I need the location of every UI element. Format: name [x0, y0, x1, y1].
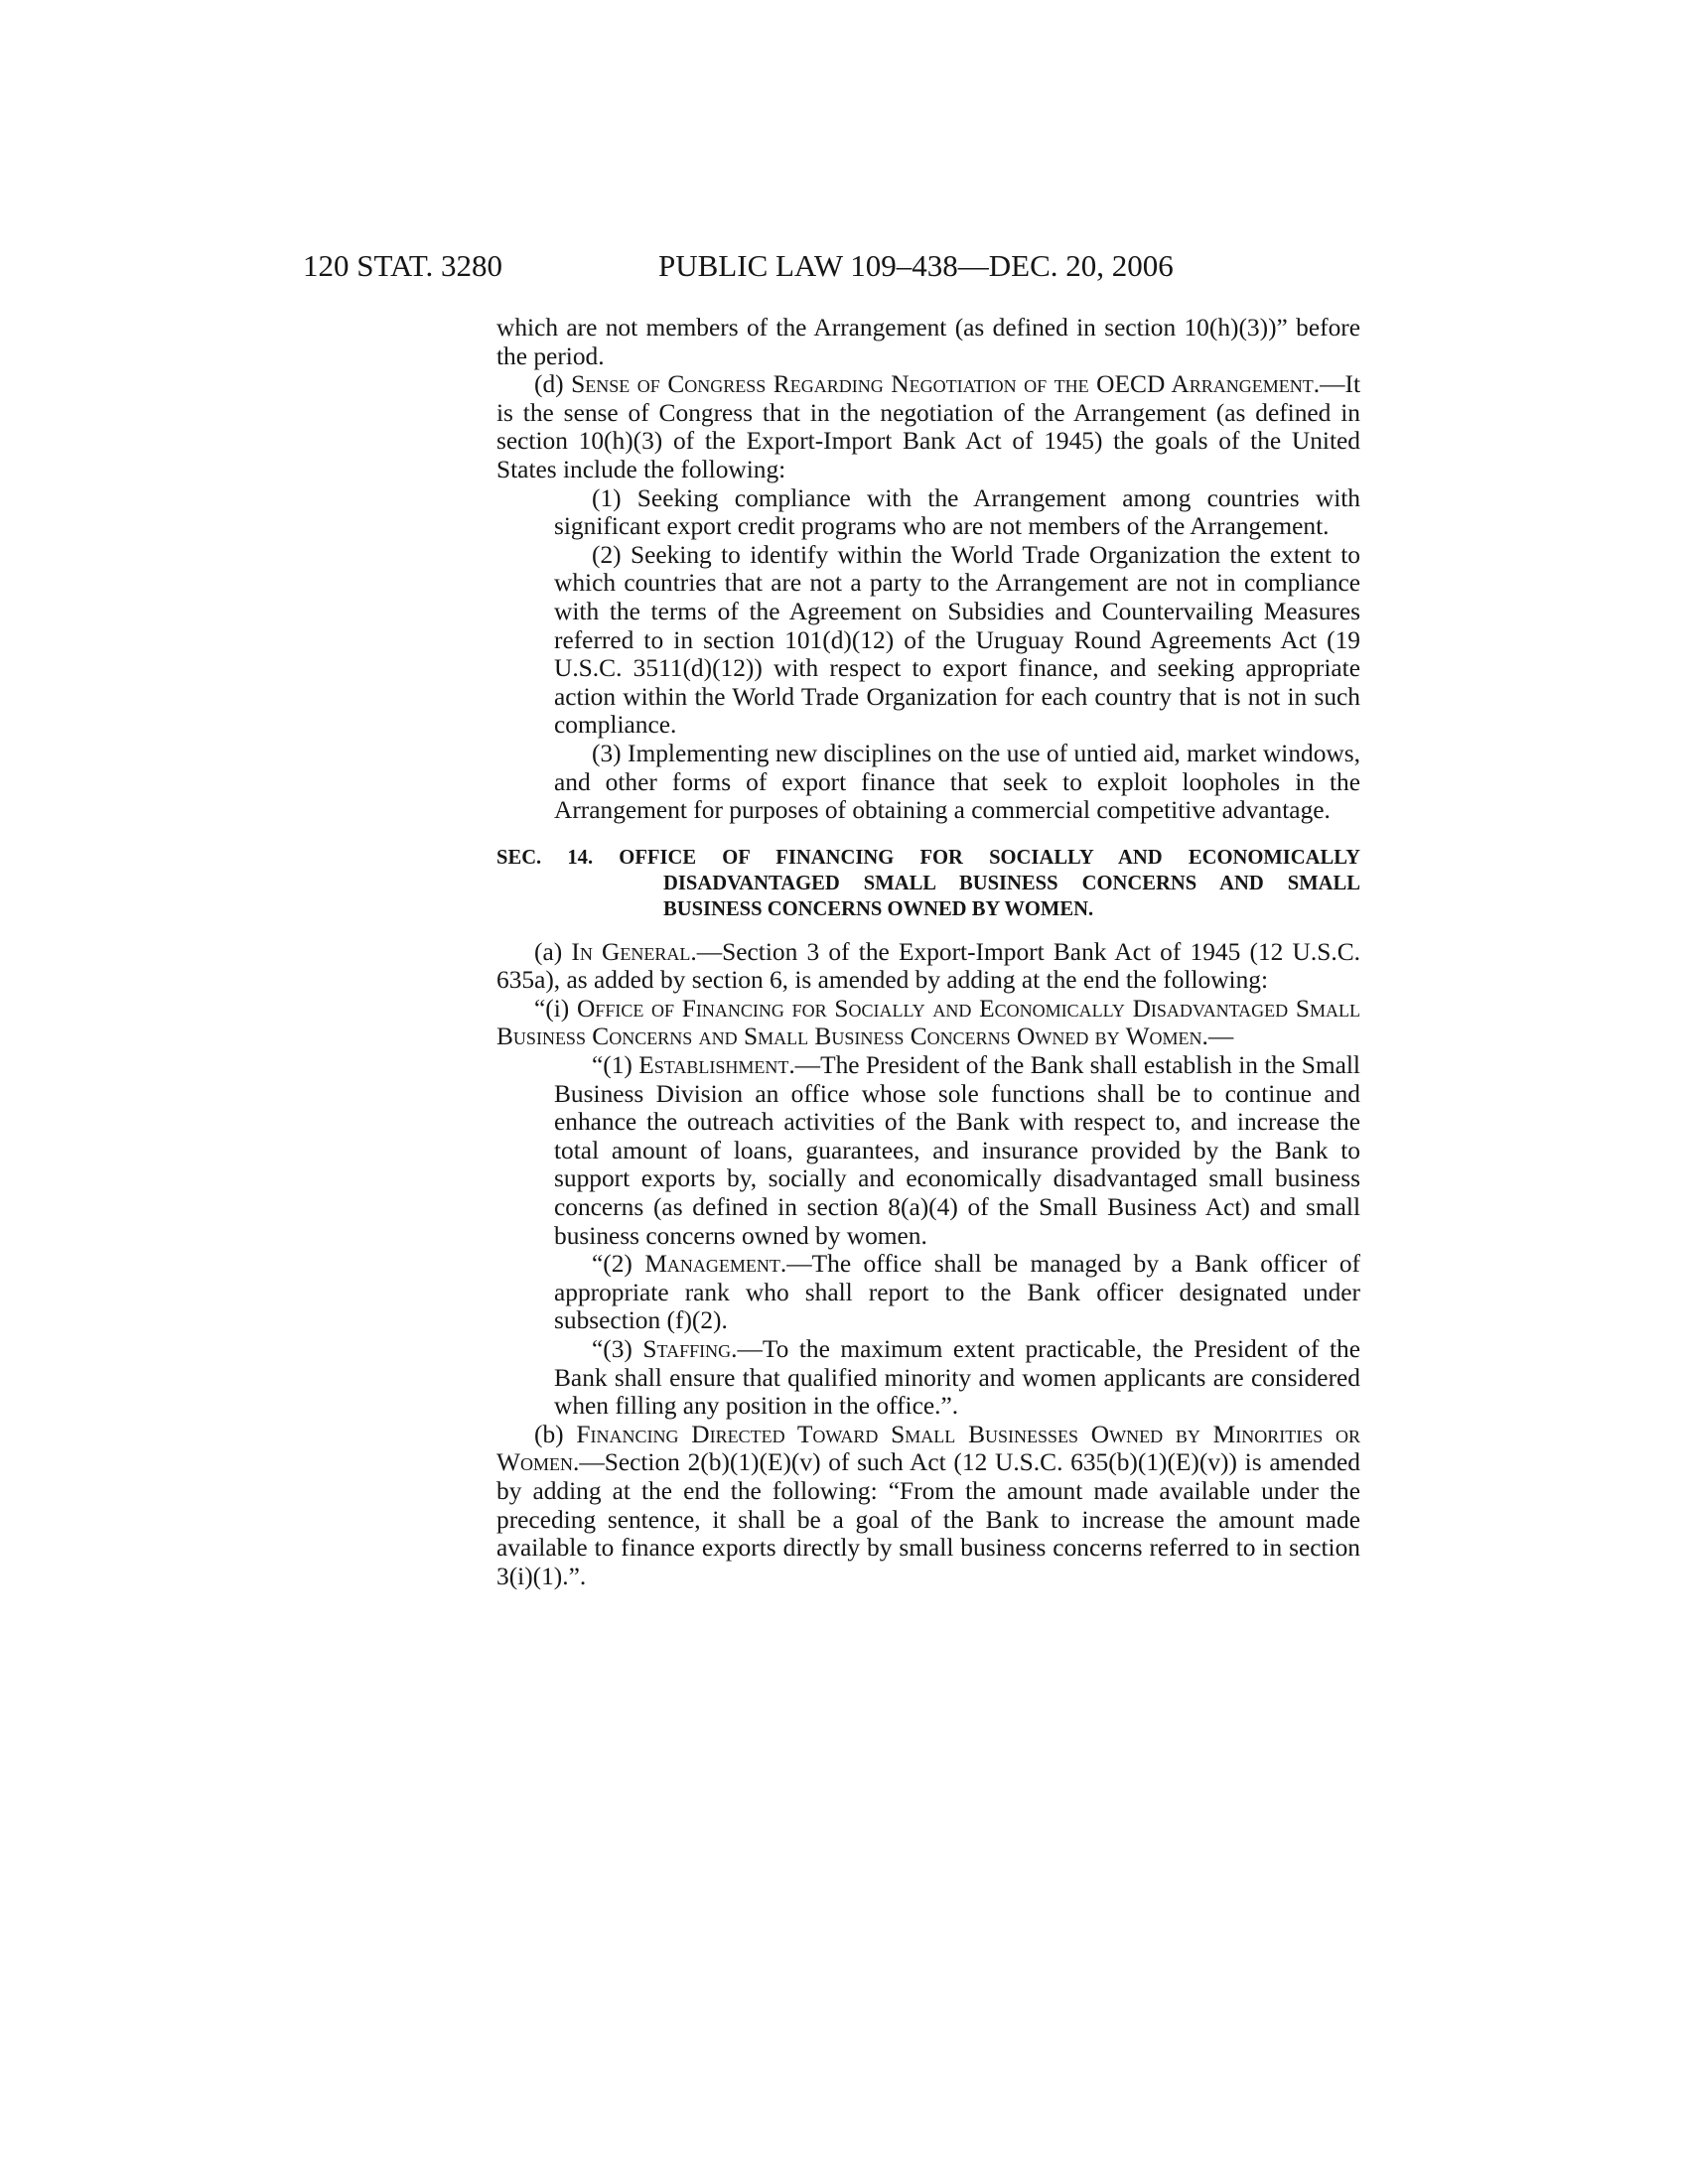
paragraph-2-management [496, 1250, 1360, 1335]
subsection-d-item-2: (2) Seeking to identify within the World Trade Organization the extent to which countries that are not a party to the Arrangement are not in compliance with the terms of the Agreement on Subsidies and Countervailing Measures referred to in section 101(d)(12) of the Uruguay Round Agreements Act (19 U.S.C. 3511(d)(12)) with respect to export finance, and seeking appropriate action within the World Trade Organization for each country that is not in such compliance. [554, 540, 1360, 740]
paragraph-3-label: “(3) [592, 1335, 643, 1363]
paragraph-1-heading: Establishment. [638, 1051, 795, 1080]
subsection-d-heading: Sense of Congress Regarding Negotiation of the OECD Arrangement. [571, 370, 1321, 399]
subsection-i-text: — [1207, 1023, 1234, 1051]
subsection-d-label: (d) [534, 370, 572, 399]
subsection-d-item-1: (1) Seeking compliance with the Arrangement among countries with significant export credit programs who are not members of the Arrangement. [554, 483, 1360, 541]
subsection-b-heading: Financing Directed Toward Small Businesses Owned by Minorities or Women. [496, 1420, 1360, 1477]
subsection-c-continuation: which are not members of the Arrangement (as defined in section 10(h)(3))” before the period. [496, 314, 1360, 370]
paragraph-3-staffing [496, 1335, 1360, 1421]
paragraph-3-text: —To the maximum extent practicable, the President of the Bank shall ensure that qualified minority and women applicants are considered when filling any position in the office.”. [554, 1335, 1360, 1421]
page-header [303, 248, 1326, 288]
paragraph-2-text: —The office shall be managed by a Bank officer of appropriate rank who shall report to the Bank officer designated under subsection (f)(2). [554, 1250, 1360, 1335]
subsection-d-text: —It is the sense of Congress that in the negotiation of the Arrangement (as defined in section 10(h)(3) of the Export-Import Bank Act of 1945) the goals of the United States include the following: [496, 370, 1360, 483]
subsection-a-label: (a) [534, 937, 572, 966]
subsection-b-label: (b) [534, 1420, 577, 1448]
paragraph-1-establishment [496, 1051, 1360, 1250]
subsection-a-text: —Section 3 of the Export-Import Bank Act of 1945 (12 U.S.C. 635a), as added by section 6, is amended by adding at the end the following: [496, 937, 1360, 995]
statute-page-reference: 120 STAT. 3280 [303, 248, 503, 283]
subsection-b-text: —Section 2(b)(1)(E)(v) of such Act (12 U.S.C. 635(b)(1)(E)(v)) is amended by adding at the end the following: “From the amount made available under the preceding sentence, it shall be a goal of the Bank to increase the amount made available to finance exports directly by small business concerns referred to in section 3(i)(1).”. [496, 1448, 1360, 1590]
section-14-subsection-b [496, 1421, 1360, 1591]
paragraph-1-text: —The President of the Bank shall establish in the Small Business Division an office whose sole functions shall be to continue and enhance the outreach activities of the Bank with respect to, and increase the total amount of loans, guarantees, and insurance provided by the Bank to support exports by, socially and economically disadvantaged small business concerns (as defined in section 8(a)(4) of the Small Business Act) and small business concerns owned by women. [554, 1051, 1360, 1250]
section-14-heading: SEC. 14. OFFICE OF FINANCING FOR SOCIALLY AND ECONOMICALLY DISADVANTAGED SMALL BUSINESS CONCERNS AND SMALL BUSINESS CONCERNS OWNED BY WOMEN. [496, 846, 1360, 920]
paragraph-3-heading: Staffing. [642, 1335, 738, 1363]
page-body [496, 314, 1360, 1590]
subsection-a-heading: In General. [571, 937, 697, 966]
section-14-subsection-a [496, 938, 1360, 995]
paragraph-1-label: “(1) [592, 1051, 639, 1080]
public-law-reference: PUBLIC LAW 109–438—DEC. 20, 2006 [658, 248, 1174, 283]
subsection-i-heading: Office of Financing for Socially and Economically Disadvantaged Small Business Concerns and Small Business Concerns Owned by Women. [496, 994, 1360, 1051]
paragraph-2-label: “(2) [592, 1250, 645, 1279]
paragraph-2-heading: Management. [644, 1250, 787, 1279]
subsection-d-item-3: (3) Implementing new disciplines on the use of untied aid, market windows, and other forms of export finance that seek to exploit loopholes in the Arrangement for purposes of obtaining a commercial competitive advantage. [554, 739, 1360, 825]
inserted-subsection-i [496, 995, 1360, 1051]
subsection-i-label: “(i) [534, 994, 577, 1023]
subsection-d [496, 370, 1360, 483]
